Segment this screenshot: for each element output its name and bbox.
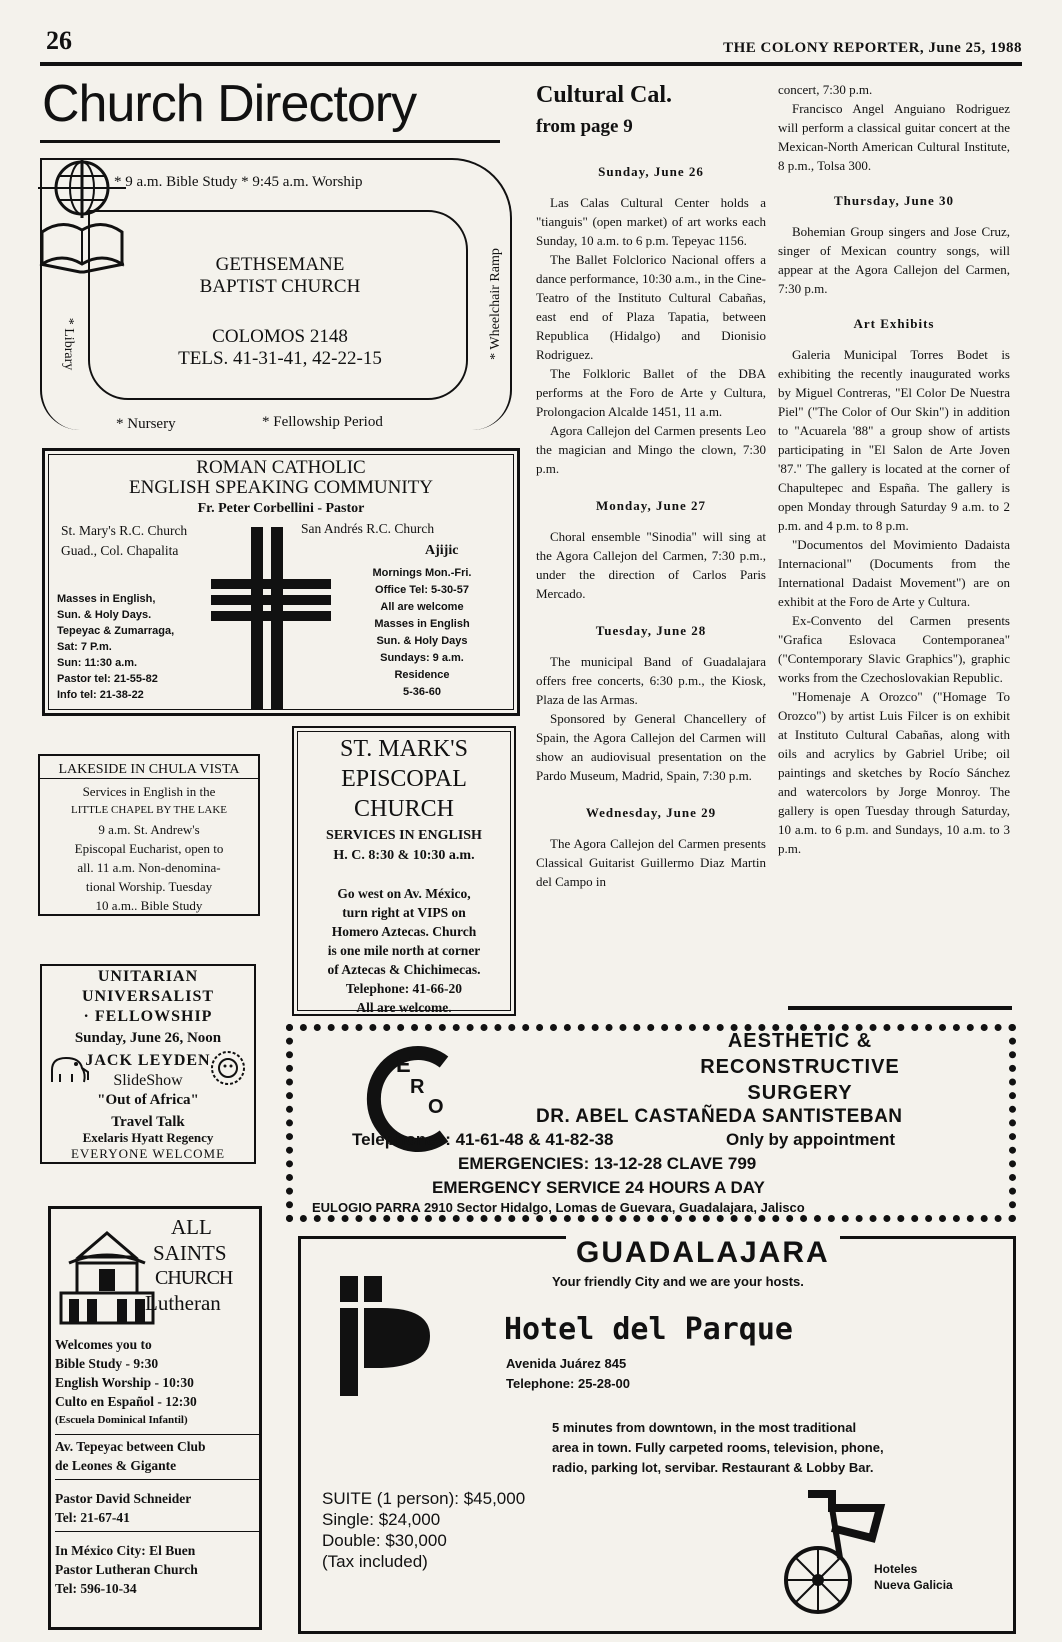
church-building-icon <box>55 1227 159 1327</box>
hotel-price-line: SUITE (1 person): $45,000 <box>322 1489 526 1508</box>
day-heading-wednesday: Wednesday, June 29 <box>585 805 717 820</box>
lakeside-line: tional Worship. Tuesday <box>85 879 213 894</box>
roman-right-line: Sundays: 9 a.m. <box>380 652 464 664</box>
surgery-line-1: AESTHETIC & <box>727 1030 873 1052</box>
all-saints-line: Welcomes you to <box>55 1337 152 1352</box>
unitarian-show: SlideShow <box>113 1072 183 1089</box>
all-saints-line: Av. Tepeyac between Club <box>55 1439 206 1454</box>
cultural-from: from page 9 <box>536 116 633 137</box>
surgery-emergencies: EMERGENCIES: 13-12-28 CLAVE 799 <box>458 1154 757 1173</box>
roman-right-line: All are welcome <box>380 601 464 613</box>
gethsemane-name-1: GETHSEMANE <box>215 254 345 275</box>
roman-left-line: Sat: 7 P.m. <box>57 641 112 653</box>
st-marks-line: is one mile north at corner <box>327 943 481 958</box>
event-paragraph: The Ballet Folclorico Nacional offers a dance performance, 10:30 a.m., in the Cine-Teatro of the Instituto Cultural Cabañas, east end of Plaza Tapatia, between Republica (Hidalgo) and Dionisio Rodriguez. <box>536 252 766 362</box>
hotel-price-line: Single: $24,000 <box>322 1510 441 1529</box>
all-saints-mexico-city <box>55 1541 259 1598</box>
event-paragraph: Francisco Angel Anguiano Rodriguez will perform a classical guitar concert at the Mexican-North American Cultural Institute, 8 p.m., Tolsa 300. <box>778 101 1010 173</box>
event-paragraph: "Documentos del Movimiento Dadaista Internacional" (Documents from the International Dadaist Movement") are on exhibit at the Foro de Arte y Cultura. <box>778 537 1010 609</box>
roman-left-church-2: Guad., Col. Chapalita <box>61 543 179 558</box>
unitarian-talk-title: "Out of Africa" <box>97 1092 199 1108</box>
all-saints-line: de Leones & Gigante <box>55 1458 177 1473</box>
roman-right-line: Masses in English <box>374 618 470 630</box>
hotel-desc-line: area in town. Fully carpeted rooms, television, phone, <box>552 1440 884 1455</box>
roman-left-church-1: St. Mary's R.C. Church <box>61 523 188 538</box>
hotel-tagline: Your friendly City and we are your hosts. <box>552 1274 804 1289</box>
event-paragraph: "Homenaje A Orozco" ("Homage To Orozco") by artist Luis Filcer is on exhibit at Instituto Cultural Cabañas, along with oils and acrylics by Gabriel Uribe; oil paintings and sketches by Rocío Sánchez and watercolors by Jorge Monroy. The gallery is open Tuesday through Saturday, 10 a.m. to 6 p.m. and Sundays, 10 a.m. to 3 p.m. <box>778 689 1010 856</box>
lakeside-line: all. 11 a.m. Non-denomina- <box>77 860 221 875</box>
hotel-chain-wheel-icon <box>780 1488 900 1618</box>
roman-right-church-1: San Andrés R.C. Church <box>301 521 435 536</box>
st-marks-line: turn right at VIPS on <box>342 905 466 920</box>
lakeside-line: 9 a.m. St. Andrew's <box>98 822 200 837</box>
all-saints-address <box>55 1437 259 1480</box>
all-saints-title-4: Lutheran <box>145 1291 221 1315</box>
lakeside-line: Services in English in the <box>82 784 216 799</box>
cross-icon <box>211 527 331 709</box>
roman-left-line: Masses in English, <box>57 593 156 605</box>
all-saints-pastor <box>55 1489 259 1532</box>
roman-left-line: Tepeyac & Zumarraga, <box>57 625 175 637</box>
hotel-price-line: Double: $30,000 <box>322 1531 447 1550</box>
st-marks-times: H. C. 8:30 & 10:30 a.m. <box>333 848 475 863</box>
roman-right-line: Mornings Mon.-Fri. <box>372 567 472 579</box>
all-saints-line: Tel: 21-67-41 <box>55 1510 130 1525</box>
all-saints-ad <box>48 1206 262 1630</box>
header-rule <box>40 62 1022 66</box>
all-saints-title-1: ALL <box>171 1215 212 1239</box>
event-paragraph: The Folkloric Ballet of the DBA performs at the Foro de Arte y Cultura, Prolongacion Alcalde 1451, 11 a.m. <box>536 366 766 419</box>
st-marks-title-2: EPISCOPAL <box>341 766 467 792</box>
event-paragraph: Las Calas Cultural Center holds a "tianguis" (open market) of art works each Sunday, 10 a.m. to 6 p.m. Tepeyac 1156. <box>536 195 766 248</box>
directory-title-rule <box>40 140 500 143</box>
unitarian-title-2: UNIVERSALIST <box>81 988 215 1005</box>
unitarian-title-3: · FELLOWSHIP <box>83 1008 213 1025</box>
roman-pastor: Fr. Peter Corbellini - Pastor <box>197 501 365 516</box>
roman-left-details <box>57 591 174 703</box>
st-marks-ad <box>292 726 516 1016</box>
roman-right-details <box>357 565 487 701</box>
all-saints-title-2: SAINTS <box>153 1241 227 1265</box>
unitarian-speaker: JACK LEYDEN <box>85 1052 211 1069</box>
hotel-price-line: (Tax included) <box>322 1552 428 1571</box>
all-saints-line: In México City: El Buen <box>55 1543 196 1558</box>
roman-title-1: ROMAN CATHOLIC <box>196 457 366 478</box>
unitarian-venue: Exelaris Hyatt Regency <box>82 1130 214 1145</box>
cultural-column-2 <box>778 80 1010 858</box>
roman-catholic-ad <box>42 448 520 716</box>
st-marks-directions <box>294 884 514 1017</box>
lakeside-details <box>40 782 258 915</box>
gethsemane-tels: TELS. 41-31-41, 42-22-15 <box>178 348 382 369</box>
st-marks-line: Telephone: 41-66-20 <box>345 981 463 996</box>
day-heading-tuesday: Tuesday, June 28 <box>595 623 707 638</box>
hotel-prices <box>322 1488 525 1572</box>
section-heading-art-exhibits: Art Exhibits <box>853 316 935 331</box>
hotel-description <box>552 1418 884 1478</box>
lakeside-line: Episcopal Eucharist, open to <box>74 841 224 856</box>
hotel-chain-1: Hoteles <box>874 1562 918 1576</box>
hotel-address: Avenida Juárez 845 <box>506 1356 627 1371</box>
ero-letter-o: O <box>428 1096 444 1118</box>
st-marks-line: Go west on Av. México, <box>337 886 471 901</box>
unitarian-ad <box>40 964 256 1164</box>
hotel-desc-line: radio, parking lot, servibar. Restaurant & Lobby Bar. <box>552 1460 874 1475</box>
unitarian-welcome: EVERYONE WELCOME <box>70 1146 226 1161</box>
all-saints-title-3: CHURCH <box>155 1267 233 1289</box>
unitarian-date: Sunday, June 26, Noon <box>74 1030 222 1046</box>
cultural-bottom-rule <box>788 1006 1012 1010</box>
day-heading-thursday: Thursday, June 30 <box>834 193 954 208</box>
event-paragraph: The Agora Callejon del Carmen presents Classical Guitarist Guillermo Diaz Martin del Campo in <box>536 836 766 889</box>
unitarian-travel-talk: Travel Talk <box>111 1114 185 1130</box>
ero-letter-e: E <box>396 1052 411 1077</box>
surgery-address: EULOGIO PARRA 2910 Sector Hidalgo, Lomas de Guevara, Guadalajara, Jalisco <box>312 1200 805 1215</box>
hotel-name: Hotel del Parque <box>504 1312 793 1347</box>
surgery-line-3: SURGERY <box>747 1082 853 1104</box>
gethsemane-address: COLOMOS 2148 <box>212 326 348 347</box>
event-paragraph: Galeria Municipal Torres Bodet is exhibiting the recently inaugurated works by Miguel Contreras, "El Color De Nuestra Piel" ("The Color of Our Skin") in addition to "Acuarela '88" a group show of artists participating in "El Salon de Arte Joven '87." The gallery is located at the corner of Chapultepec and España. The gallery is open Monday through Saturday 9 a.m. to 2 p.m. and 4 p.m. to 8 p.m. <box>778 347 1010 533</box>
gethsemane-fellowship: * Fellowship Period <box>262 414 383 430</box>
all-saints-line: Culto en Español - 12:30 <box>55 1394 197 1409</box>
masthead: THE COLONY REPORTER, June 25, 1988 <box>723 40 1022 56</box>
day-heading-sunday: Sunday, June 26 <box>598 164 704 179</box>
all-saints-line: (Escuela Dominical Infantil) <box>55 1414 188 1426</box>
directory-title: Church Directory <box>42 75 417 133</box>
surgery-service: EMERGENCY SERVICE 24 HOURS A DAY <box>432 1178 765 1197</box>
all-saints-line: Pastor Lutheran Church <box>55 1562 198 1577</box>
unitarian-title-1: UNITARIAN <box>97 968 199 985</box>
roman-right-line: 5-36-60 <box>403 686 441 698</box>
event-paragraph: Ex-Convento del Carmen presents "Grafica Eslovaca Contemporanea" ("Contemporary Slavic Graphics"), graphic works from the Czechoslovakian Republic. <box>778 613 1010 685</box>
roman-right-line: Office Tel: 5-30-57 <box>375 584 469 596</box>
cultural-title: Cultural Cal. <box>536 82 673 108</box>
gethsemane-nursery: * Nursery <box>116 416 176 432</box>
event-paragraph: Bohemian Group singers and Jose Cruz, singer of Mexican country songs, will appear at the Agora Callejon del Carmen, 7:30 p.m. <box>778 224 1010 296</box>
surgery-line-2: RECONSTRUCTIVE <box>700 1056 900 1078</box>
event-paragraph: Agora Callejon del Carmen presents Leo the magician and Mingo the clown, 7:30 p.m. <box>536 423 766 476</box>
st-marks-line: All are welcome. <box>356 1000 452 1015</box>
event-paragraph: Choral ensemble "Sinodia" will sing at the Agora Callejon del Carmen, 7:30 p.m., under the direction of Carlos Paris Mercado. <box>536 529 766 601</box>
st-marks-line: of Aztecas & Chichimecas. <box>327 962 481 977</box>
lakeside-line: LITTLE CHAPEL BY THE LAKE <box>70 804 227 816</box>
all-saints-line: Tel: 596-10-34 <box>55 1581 137 1596</box>
hotel-logo-icon <box>334 1276 434 1396</box>
roman-right-church-2: Ajijic <box>425 543 459 558</box>
event-paragraph: The municipal Band of Guadalajara offers free concerts, 6:30 p.m., the Kiosk, Plaza de las Armas. <box>536 654 766 707</box>
all-saints-line: Bible Study - 9:30 <box>55 1356 159 1371</box>
roman-left-line: Sun. & Holy Days. <box>57 609 152 621</box>
hotel-city: GUADALAJARA <box>566 1236 840 1270</box>
lakeside-title: LAKESIDE IN CHULA VISTA <box>40 762 258 779</box>
surgery-appointment: Only by appointment <box>726 1130 896 1149</box>
roman-left-line: Pastor tel: 21-55-82 <box>57 673 158 685</box>
st-marks-title-1: ST. MARK'S <box>340 736 468 762</box>
roman-title-2: ENGLISH SPEAKING COMMUNITY <box>129 477 433 498</box>
st-marks-services: SERVICES IN ENGLISH <box>326 828 482 843</box>
all-saints-line: Pastor David Schneider <box>55 1491 192 1506</box>
gethsemane-library: * Library <box>61 317 76 371</box>
st-marks-title-3: CHURCH <box>353 796 455 822</box>
roman-right-line: Residence <box>394 669 450 681</box>
all-saints-line: English Worship - 10:30 <box>55 1375 194 1390</box>
cultural-column-1 <box>536 154 766 891</box>
surgery-phones: Telephones: 41-61-48 & 41-82-38 <box>352 1130 614 1149</box>
gethsemane-top-line: * 9 a.m. Bible Study * 9:45 a.m. Worship <box>114 174 363 190</box>
gethsemane-name-2: BAPTIST CHURCH <box>199 276 361 297</box>
gethsemane-wheelchair: * Wheelchair Ramp <box>488 248 503 360</box>
all-saints-schedule <box>55 1335 259 1435</box>
st-marks-line: Homero Aztecas. Church <box>331 924 477 939</box>
gethsemane-inner-frame <box>88 210 468 400</box>
ero-letter-r: R <box>410 1076 425 1098</box>
roman-right-line: Sun. & Holy Days <box>376 635 468 647</box>
surgery-doctor: DR. ABEL CASTAÑEDA SANTISTEBAN <box>536 1106 903 1127</box>
day-heading-monday: Monday, June 27 <box>596 498 706 513</box>
roman-left-line: Info tel: 21-38-22 <box>57 689 144 701</box>
hotel-chain-2: Nueva Galicia <box>874 1578 953 1592</box>
hotel-phone: Telephone: 25-28-00 <box>506 1376 631 1391</box>
roman-left-line: Sun: 11:30 a.m. <box>57 657 138 669</box>
lakeside-line: 10 a.m.. Bible Study <box>95 898 203 913</box>
hotel-desc-line: 5 minutes from downtown, in the most traditional <box>552 1420 857 1435</box>
page-number: 26 <box>46 26 72 55</box>
lakeside-ad <box>38 754 260 916</box>
event-paragraph: Sponsored by General Chancellery of Spain, the Agora Callejon del Carmen will show an audiovisual presentation on the Pardo Museum, Madrid, Spain, 7:30 p.m. <box>536 711 766 783</box>
event-paragraph: concert, 7:30 p.m. <box>778 82 873 97</box>
